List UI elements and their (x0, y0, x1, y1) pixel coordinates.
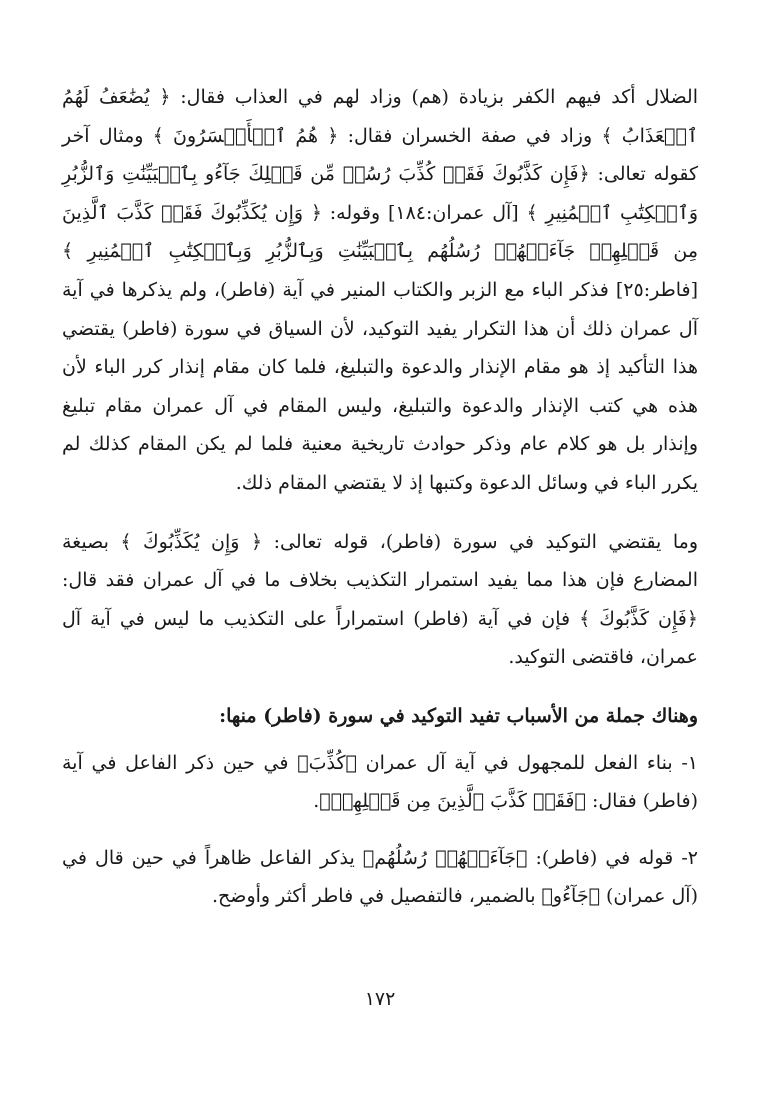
page-number: ١٧٢ (364, 988, 396, 1010)
paragraph-2: وما يقتضي التوكيد في سورة (فاطر)، قوله تعالى: ﴿ وَإِن يُكَذِّبُوكَ ﴾ بصيغة المضارع فإن هذا مما يفيد استمرار التكذيب بخلاف ما في آل عمران فقد قال: ﴿فَإِن كَذَّبُوكَ ﴾ فإن في آية (فاطر) استمراراً على التكذيب ما ليس في آية آل عمران، فاقتضى التوكيد. (62, 530, 698, 669)
list-item-2: ٢- قوله في (فاطر): ﴿جَآءَتۡهُمۡ رُسُلُهُم﴾ يذكر الفاعل ظاهراً في حين قال في (آل عمران) ﴿جَآءُو﴾ بالضمير، فالتفصيل في فاطر أكثر وأوضح. (62, 846, 698, 908)
list-item-1: ١- بناء الفعل للمجهول في آية آل عمران ﴿كُذِّبَ﴾ في حين ذكر الفاعل في آية (فاطر) فقال: ﴿فَقَدۡ كَذَّبَ ٱلَّذِينَ مِن قَبۡلِهِمۡ﴾. (62, 751, 698, 813)
paragraph-1: الضلال أكد فيهم الكفر بزيادة (هم) وزاد لهم في العذاب فقال: ﴿ يُضَٰعَفُ لَهُمُ ٱلۡعَذَابُ ﴾ وزاد في صفة الخسران فقال: ﴿ هُمُ ٱلۡأَخۡسَرُونَ ﴾ ومثال آخر كقوله تعالى: ﴿فَإِن كَذَّبُوكَ فَقَدۡ كُذِّبَ رُسُلٞ مِّن قَبۡلِكَ جَآءُو بِٱلۡبَيِّنَٰتِ وَٱلزُّبُرِ وَٱلۡكِتَٰبِ ٱلۡمُنِيرِ ﴾ [آل عمران:١٨٤] وقوله: ﴿ وَإِن يُكَذِّبُوكَ فَقَدۡ كَذَّبَ ٱلَّذِينَ مِن قَبۡلِهِمۡ جَآءَتۡهُمۡ رُسُلُهُم بِٱلۡبَيِّنَٰتِ وَبِٱلزُّبُرِ وَبِٱلۡكِتَٰبِ ٱلۡمُنِيرِ ﴾ [فاطر:٢٥] فذكر الباء مع الزبر والكتاب المنير في آية (فاطر)، ولم يذكرها في آية آل عمران ذلك أن هذا التكرار يفيد التوكيد، لأن السياق في سورة (فاطر) يقتضي هذا التأكيد إذ هو مقام الإنذار والدعوة والتبليغ، فلما كان مقام إنذار كرر الباء لأن هذه هي كتب الإنذار والدعوة والتبليغ، وليس المقام في آل عمران مقام تبليغ وإنذار بل هو كلام عام وذكر حوادث تاريخية معنية فلما لم يكن المقام كذلك لم يكرر الباء في وسائل الدعوة وكتبها إذ لا يقتضي المقام ذلك. (62, 86, 698, 494)
section-heading: وهناك جملة من الأسباب تفيد التوكيد في سورة (فاطر) منها: (219, 704, 698, 727)
page-body (62, 78, 698, 916)
